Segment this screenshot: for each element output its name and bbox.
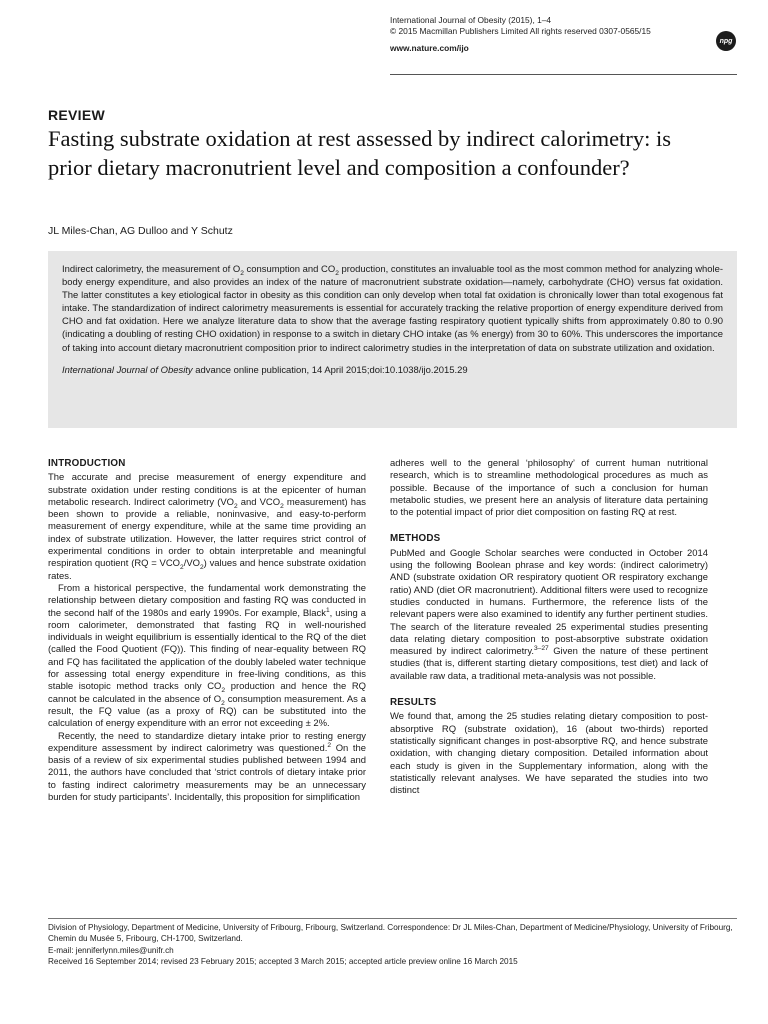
reference-link-2[interactable]: 2 [327, 741, 332, 749]
column-right [390, 458, 708, 797]
introduction-heading: INTRODUCTION [48, 458, 126, 469]
reference-link-3-27[interactable]: 3–27 [533, 645, 549, 653]
introduction-paragraph-continued: adheres well to the general ‘philosophy’ of current human nutritional research, which is to streamline methodological procedures as much as possible. Because of the importance of such a conclusion for human metabolic studies, we present here an analysis of literature data pertaining to the potential impact of prior diet composition on fasting RQ at rest. [390, 458, 708, 519]
article-title: Fasting substrate oxidation at rest assessed by indirect calorimetry: is prior dietary macronutrient level and composition a confounder? [48, 126, 671, 180]
column-left [48, 458, 366, 804]
footer-divider [48, 918, 737, 919]
article-authors: JL Miles-Chan, AG Dulloo and Y Schutz [48, 225, 233, 237]
reference-link-1[interactable]: 1 [325, 606, 330, 614]
journal-citation-line: International Journal of Obesity (2015), 1–4 [390, 15, 552, 25]
methods-paragraph: PubMed and Google Scholar searches were conducted in October 2014 using the following Boolean phrase and key words: (indirect calorimetry) AND (substrate oxidation OR respiratory quotient OR respiratory exchange ratio) AND (diet OR macronutrient). Additional filters were used to recognize studies conducted in humans. Furthermore, the reference lists of the relevant papers were also examined to identify any further pertinent studies. The search of the literature revealed 25 experimental studies presenting data relating dietary composition to post-absorptive substrate oxidation measured by indirect calorimetry.$^{3-27}$ Given the nature of these pertinent studies (that is, different starting dietary compositions, test diet) and lack of available raw data, a traditional meta-analysis was not possible. [390, 547, 708, 682]
methods-heading: METHODS [390, 533, 441, 545]
journal-header [390, 15, 651, 54]
email-link[interactable]: E-mail: jenniferlynn.miles@unifr.ch [48, 945, 174, 955]
introduction-paragraph-1: The accurate and precise measurement of energy expenditure and substrate oxidation under resting conditions is at the epicenter of human metabolic research. Indirect calorimetry ($VO_2$ and $VCO_2$ measurement) has been shown to provide a reliable, noninvasive, and easy-to-perform measurement of energy expenditure, while at the same time providing an index of substrate utilization. However, the latter requires strict control of experimental conditions in order to obtain interpretable and meaningful respiration quotient $(RQ = VCO_2/VO_2)$ values and hence substrate oxidation rates. [48, 472, 367, 582]
abstract-citation: International Journal of Obesity advance online publication, 14 April 2015;doi:10.1038/ijo.2015.29 [62, 364, 468, 376]
introduction-paragraph-3: Recently, the need to standardize dietary intake prior to resting energy expenditure assessment by indirect calorimetry was questioned.$^2$ On the basis of a review of six experimental studies published between 1994 and 2011, the authors have concluded that ‘strict controls of dietary intake prior to fasting indirect calorimetry measurements may be an unnecessary burden for study participants’. Incidentally, this proposition for simplification [48, 730, 367, 804]
footer-notes [48, 922, 737, 967]
copyright-line: © 2015 Macmillan Publishers Limited All rights reserved 0307-0565/15 [390, 26, 651, 36]
header-divider [390, 74, 737, 75]
results-heading: RESULTS [390, 697, 437, 709]
results-paragraph: We found that, among the 25 studies relating dietary composition to post-absorptive RQ (substrate oxidation), 16 (about two-thirds) reported statistically significant changes in post-absorptive RQ, and hence substrate oxidation, with changing dietary composition. Detailed information about each study is given in the Supplementary information, along with the statistically relevant analyses. We have separated the studies into two distinct [390, 711, 708, 797]
affiliation-note: Division of Physiology, Department of Medicine, University of Fribourg, Fribourg, Switzerland. Correspondence: Dr JL Miles-Chan, Department of Medicine/Physiology, University of Fribourg, Chemin du Musée 5, Fribourg, CH-1700, Switzerland. [48, 923, 733, 944]
abstract-box [48, 251, 737, 428]
journal-url-link[interactable]: www.nature.com/ijo [390, 43, 469, 53]
npg-logo: npg [716, 31, 736, 51]
abstract-text: Indirect calorimetry, the measurement of $O_2$ consumption and $CO_2$ production, constitutes an invaluable tool as the most common method for analyzing whole-body energy expenditure, and also provides an index of the nature of macronutrient substrate oxidation—namely, carbohydrate (CHO) versus fat oxidation. The latter constitutes a key etiological factor in obesity as this condition can only develop when total fat oxidation is chronically lower than total exogenous fat intake. The standardization of indirect calorimetry measurements is essential for accurately tracking the relative proportion of energy expenditure derived from CHO and fat oxidation. Here we analyze literature data to show that the average fasting respiratory quotient typically shifts from approximately 0.80 to 0.90 (indicating a doubling of resting CHO oxidation) in response to a switch in dietary CHO intake (as % energy) from 30 to 60%. This underscores the importance of taking into account dietary macronutrient composition prior to indirect calorimetry studies in the interpretation of data on substrate utilization and oxidation. [62, 264, 723, 354]
section-label: REVIEW [48, 107, 106, 123]
received-dates: Received 16 September 2014; revised 23 February 2015; accepted 3 March 2015; accepted article preview online 16 March 2015 [48, 956, 518, 966]
introduction-paragraph-2: From a historical perspective, the fundamental work demonstrating the relationship between dietary composition and fasting RQ was conducted in the second half of the 1980s and early 1990s. For example, Black$^1$, using a room calorimeter, demonstrated that fasting RQ in well-nourished individuals in weight equilibrium is essentially identical to the RQ of the diet (called the Food Quotient (FQ)). This finding of near-equality between RQ and FQ has facilitated the application of the doubly labeled water technique for assessing total energy expenditure in free-living conditions, as this stable isotopic method tracks only $CO_2$ production and hence the RQ cannot be calculated in the absence of $O_2$ consumption measurement. As a result, the FQ value (as a proxy of RQ) can be substituted into the calculation of energy expenditure with an error not exceeding ± 2%. [48, 582, 367, 730]
